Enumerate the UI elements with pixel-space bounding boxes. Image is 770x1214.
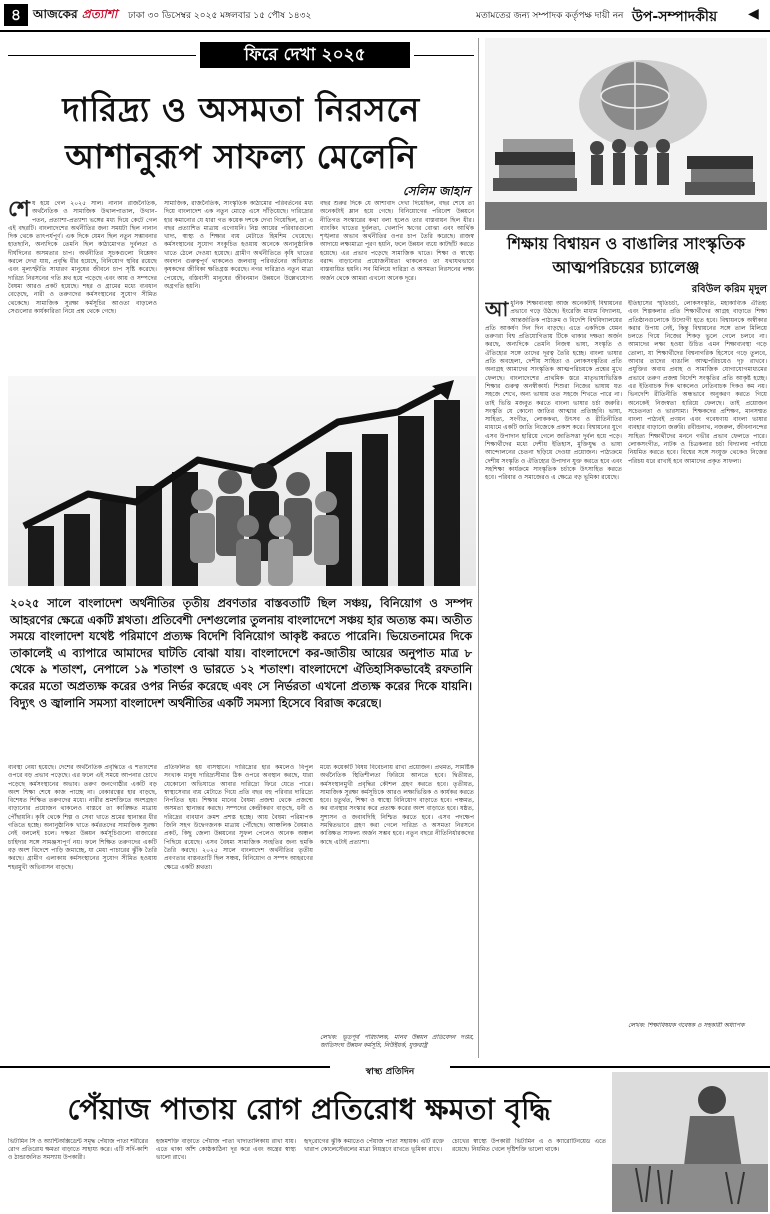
lead-author: সেলিম জাহান [402, 184, 470, 198]
kicker-rule-right [414, 55, 474, 56]
lead-column-3 [320, 200, 474, 372]
section-arrow-icon: ◀ [748, 6, 759, 22]
health-column-3: হৃদ্‌রোগের ঝুঁকি কমাতেও পেঁয়াজ পাতা সহায়ক। এটি রক্তে খারাপ কোলেস্টেরলের মাত্রা নিয়ন্ত্রণে রাখতে ভূমিকা রাখে। [304, 1138, 444, 1153]
lead-headline-line2: আশানুরূপ সাফল্য মেলেনি [65, 137, 417, 176]
lead-col1-text: ষ হয়ে গেল ২০২৫ সাল। নানান রাজনৈতিক, অর্থনৈতিক ও সামাজিক উথালপাতাল, উত্থান-পতন, প্রত্যাশা-প্রত্যাশা ভঙ্গের মধ্য দিয়ে কেটে গেল এই বছরটি। বাংলাদেশের অর্থনীতির জন্য সময়টা ছিল নানান দিক থেকে তাৎপর্যপূর্ণ। এক দিকে যেমন ছিল নতুন সম্ভাবনার হাতছানি, অন্যদিকে তেমনি ছিল কাঠামোগত দুর্বলতা ও দীর্ঘদিনের অসমতার চাপ। অর্থনীতির সূচকগুলো বিশ্লেষণ করলে দেখা যায়, প্রবৃদ্ধি ধীর হয়েছে, বিনিয়োগ স্থবির রয়েছে এবং মূল্যস্ফীতি সাধারণ মানুষের জীবনে চাপ সৃষ্টি করেছে। দারিদ্র্য নিরসনের গতি শ্লথ হয়ে পড়েছে এবং আয় ও সম্পদের বৈষম্য আরও প্রকট হয়েছে। শহর ও গ্রামের মধ্যে ব্যবধান বেড়েছে, নারী ও তরুণদের কর্মসংস্থানের সুযোগ সীমিত থেকেছে। সামাজিক সুরক্ষা কর্মসূচির আওতা বাড়লেও সেগুলোর কার্যকারিতা নিয়ে প্রশ্ন থেকে গেছে। [8, 200, 157, 315]
pull-quote: ২০২৫ সালে বাংলাদেশ অর্থনীতির তৃতীয় প্রবণতার বাস্তবতাটি ছিল সঞ্চয়, বিনিয়োগ ও সম্পদ আহরণের ক্ষেত্রে একটি শ্লথতা। প্রতিবেশী দেশগুলোর তুলনায় বাংলাদেশে সঞ্চয় হার অত্যন্ত কম। অতীত সময়ে বাংলাদেশ যথেষ্ট পরিমাণে প্রত্যক্ষ বিদেশি বিনিয়োগ আকৃষ্ট করতে পারেনি। ভিয়েতনামের দিকে তাকালেই এ ব্যাপারে আমাদের ঘাটতি বোঝা যায়। বাংলাদেশে কর-জাতীয় আয়ের অনুপাত মাত্র ৮ থেকে ৯ শতাংশ, নেপালে ১৯ শতাংশ ও ভারতে ১২ শতাংশ। বাংলাদেশে ঐতিহাসিকভাবেই রফতানি করের মতো অপ্রত্যক্ষ করের ওপর নির্ভর করেছে এবং সে নির্ভরতা এখনো প্রত্যক্ষ করের দিকে যায়নি। বিদ্যুৎ ও জ্বালানি সমস্যা বাংলাদেশ অর্থনীতির একটি সমস্যা হিসেবে বিরাজ করেছে। [10, 597, 472, 710]
health-headline[interactable]: পেঁয়াজ পাতায় রোগ প্রতিরোধ ক্ষমতা বৃদ্ধি [67, 1092, 551, 1126]
side-author-bio: লেখক: শিক্ষাবিষয়ক গবেষক ও সহকারী অধ্যাপক [628, 1022, 745, 1029]
bar-chart-art [8, 376, 476, 586]
lead-headline-line1: দারিদ্র্য ও অসমতা নিরসনে [62, 90, 420, 129]
side-author: রবিউল করিম মৃদুল [691, 284, 767, 295]
dateline: ঢাকা ৩০ ডিসেম্বর ২০২৫ মঙ্গলবার ১৫ পৌষ ১৪৩২ [128, 11, 312, 21]
lead-kicker: ফিরে দেখা ২০২৫ [200, 42, 410, 68]
side-headline[interactable] [485, 232, 767, 280]
lead-column-4 [8, 764, 157, 1052]
side-column-1 [485, 300, 622, 1038]
health-column-2: হজমশক্তি বাড়াতে পেঁয়াজ পাতা খাদ্যতালিকায় রাখা যায়। এতে থাকা আঁশ কোষ্ঠকাঠিন্য দূর করে এবং অন্ত্রের স্বাস্থ্য ভালো রাখে। [156, 1138, 296, 1161]
disclaimer: মতামতের জন্য সম্পাদক কর্তৃপক্ষ দায়ী নন [476, 11, 624, 21]
lead-column-1 [8, 200, 157, 372]
lead-col5-text: প্রতিফলিত হয় বাসস্থানে। দারিদ্র্যের হার কমলেও বিপুল সংখ্যক মানুষ দারিদ্র্যসীমার ঠিক ওপরে অবস্থান করছে, যারা যেকোনো অভিঘাতে আবার দারিদ্র্যে ফিরে যেতে পারে। স্বাস্থ্যসেবার ব্যয় মেটাতে গিয়ে প্রতি বছর বহু পরিবার দারিদ্র্যে নিপতিত হয়। শিক্ষার মানের বৈষম্য প্রজন্ম থেকে প্রজন্মে অসমতা স্থানান্তর করছে। সম্পদের কেন্দ্রীকরণ বাড়ছে, ধনী ও দরিদ্রের ব্যবধান ক্রমশ প্রশস্ত হচ্ছে। আয় বৈষম্য পরিমাপক জিনি সহগ উদ্বেগজনক মাত্রায় পৌঁছেছে। আঞ্চলিক বৈষম্যও প্রকট, কিছু জেলা উন্নয়নের সুফল পেলেও অনেক অঞ্চল পিছিয়ে রয়েছে। এসব বৈষম্য সামাজিক সংহতির জন্য হুমকি তৈরি করছে। ২০২৫ সালে বাংলাদেশ অর্থনীতির তৃতীয় প্রবণতার বাস্তবতাটি ছিল সঞ্চয়, বিনিয়োগ ও সম্পদ আহরণের ক্ষেত্রে একটি শ্লথতা। [164, 764, 313, 871]
lead-author-bio: লেখক: ভূতপূর্ব পরিচালক, মানব উন্নয়ন প্রতিবেদন দপ্তর, জাতিসংঘ উন্নয়ন কর্মসূচি, নিউইয়র্ক, যুক্তরাষ্ট্র [320, 1034, 474, 1050]
lead-col4-text: ব্যবস্থা নেয়া হয়েছে। দেশের অর্থনৈতিক প্রবৃদ্ধিতে এ শতাংশের ওপরে বড় প্রভাব পড়েছে। এর ফলে এই সময়ে আপনার চোখে পড়েছে কর্মসংস্থানের অভাব। তরুণ জনগোষ্ঠীর একটি বড় অংশ শিক্ষা শেষে কাজ পাচ্ছে না। বেকারত্বের হার বাড়ছে, বিশেষত শিক্ষিত তরুণদের মধ্যে। নারীর শ্রমশক্তিতে অংশগ্রহণ বাড়ানোর প্রয়োজন থাকলেও বাস্তবে তা কাঙ্ক্ষিত মাত্রায় পৌঁছায়নি। কৃষি থেকে শিল্প ও সেবা খাতে শ্রমের স্থানান্তর ধীর গতিতে হচ্ছে। অনানুষ্ঠানিক খাতে কর্মরতদের সামাজিক সুরক্ষা নেই বললেই চলে। দক্ষতা উন্নয়ন কর্মসূচিগুলো বাজারের চাহিদার সঙ্গে সামঞ্জস্যপূর্ণ নয়। ফলে শিক্ষিত তরুণদের একটি বড় অংশ বিদেশে পাড়ি জমাচ্ছে, যা মেধা পাচারের ঝুঁকি তৈরি করছে। গ্রামীণ এলাকায় কর্মসংস্থানের সুযোগ সীমিত হওয়ায় শহরমুখী অভিবাসন বাড়ছে। [8, 764, 157, 871]
growth-illustration [8, 376, 476, 586]
lead-col2-text: সামাজিক, রাজনৈতিক, সাংস্কৃতিক কাঠামোর পরিবর্তনের মধ্য দিয়ে বাংলাদেশ এক নতুন মোড়ে এসে দাঁড়িয়েছে। দারিদ্র্যের হার কমানোর যে ধারা গত কয়েক দশকে দেখা গিয়েছিল, তা এ বছর প্রত্যাশিত মাত্রায় এগোয়নি। নিম্ন আয়ের পরিবারগুলো খাদ্য, স্বাস্থ্য ও শিক্ষার ব্যয় মেটাতে হিমশিম খেয়েছে। কর্মসংস্থানের সুযোগ সংকুচিত হওয়ায় অনেকে অনানুষ্ঠানিক খাতে ঠেলে দেওয়া হয়েছে। গ্রামীণ অর্থনীতিতে কৃষি খাতের অবদান গুরুত্বপূর্ণ থাকলেও জলবায়ু পরিবর্তনের অভিঘাত কৃষকদের জীবিকা ক্ষতিগ্রস্ত করেছে। নগর দারিদ্র্যও নতুন মাত্রা পেয়েছে, বস্তিবাসী মানুষের জীবনমান উন্নয়নে উল্লেখযোগ্য অগ্রগতি হয়নি। [164, 200, 313, 290]
paper-logo[interactable] [33, 6, 117, 26]
side-col2-text: ইতিহাসের স্মৃতিচর্চা, লোকসংস্কৃতি, মহাকাব্যিক ঐতিহ্য এবং শিল্পকলার প্রতি শিক্ষার্থীদের আগ্রহ বাড়াতে শিক্ষা প্রতিষ্ঠানগুলোকে উদ্যোগী হতে হবে। বিশ্বায়নকে অস্বীকার করার উপায় নেই, কিন্তু বিশ্বায়নের সঙ্গে তাল মিলিয়ে চলতে গিয়ে নিজের শিকড় ভুলে গেলে চলবে না। আমাদের লক্ষ্য হওয়া উচিত এমন শিক্ষাব্যবস্থা গড়ে তোলা, যা শিক্ষার্থীদের বিশ্বনাগরিক হিসেবে গড়ে তুলবে, আবার তাদের বাঙালি আত্মপরিচয়েও দৃঢ় রাখবে। প্রযুক্তির অবাধ প্রবাহ ও সামাজিক যোগাযোগমাধ্যমের প্রভাবে তরুণ প্রজন্ম বিদেশি সংস্কৃতির প্রতি আকৃষ্ট হচ্ছে। এর ইতিবাচক দিক থাকলেও নেতিবাচক দিকও কম নয়। ভিনদেশি রীতিনীতি অন্ধভাবে অনুকরণ করতে গিয়ে অনেকেই নিজস্বতা হারিয়ে ফেলছে। তাই প্রয়োজন সচেতনতা ও ভারসাম্য। শিক্ষকদের প্রশিক্ষণ, মানসম্মত বাংলা পাঠ্যবই প্রণয়ন এবং গবেষণায় বাংলা ভাষার ব্যবহার বাড়ানো জরুরি। রবীন্দ্রনাথ, নজরুল, জীবনানন্দের সাহিত্য শিক্ষার্থীদের মননে গভীর প্রভাব ফেলতে পারে। লোকসংগীত, নাটক ও চিত্রকলার চর্চা বিদ্যালয় পর্যায়ে নিয়মিত করতে হবে। বিশ্বের সঙ্গে সংযুক্ত থেকেও নিজের পরিচয় ধরে রাখাই হবে আমাদের প্রকৃত সাফল্য। [628, 300, 767, 465]
lead-dropcap: শে [8, 200, 30, 222]
lead-col6-text: মধ্যে কয়েকটি বিষয় বিবেচনায় রাখা প্রয়োজন। প্রথমত, সামষ্টিক অর্থনৈতিক স্থিতিশীলতা ফিরিয়ে আনতে হবে। দ্বিতীয়ত, কর্মসংস্থানমুখী প্রবৃদ্ধির কৌশল গ্রহণ করতে হবে। তৃতীয়ত, সামাজিক সুরক্ষা কর্মসূচিকে আরও লক্ষ্যভিত্তিক ও কার্যকর করতে হবে। চতুর্থত, শিক্ষা ও স্বাস্থ্যে বিনিয়োগ বাড়াতে হবে। পঞ্চমত, কর ব্যবস্থার সংস্কার করে প্রত্যক্ষ করের অংশ বাড়াতে হবে। ষষ্ঠত, সুশাসন ও জবাবদিহি নিশ্চিত করতে হবে। এসব পদক্ষেপ সমন্বিতভাবে গ্রহণ করা গেলে দারিদ্র্য ও অসমতা নিরসনে কাঙ্ক্ষিত সাফল্য অর্জন সম্ভব হবে। নতুন বছরে নীতিনির্ধারকদের কাছে এটাই প্রত্যাশা। [320, 764, 474, 846]
brand-part2: প্রত্যাশা [81, 7, 118, 21]
side-headline-line1: শিক্ষায় বিশ্বায়ন ও বাঙালির সাংস্কৃতিক [507, 234, 745, 253]
health-column-4: চোখের স্বাস্থ্যে উপকারী ভিটামিন এ ও ক্যারোটিনয়েড এতে রয়েছে। নিয়মিত খেলে দৃষ্টিশক্তি ভালো থাকে। [452, 1138, 606, 1153]
lead-column-5 [164, 764, 313, 1052]
brand-part1: আজকের [33, 7, 78, 21]
health-section-label: স্বাস্থ্য প্রতিদিন [330, 1064, 450, 1079]
masthead [0, 0, 770, 32]
health-column-1: ভিটামিন সি ও অ্যান্টিঅক্সিডেন্ট সমৃদ্ধ পেঁয়াজ পাতা শরীরের রোগ প্রতিরোধ ক্ষমতা বাড়াতে সাহায্য করে। এটি সর্দি-কাশি ও ঠান্ডাজনিত সমস্যায় উপকারী। [8, 1138, 148, 1161]
education-photo [485, 38, 767, 230]
lead-column-2 [164, 200, 313, 372]
people-crowd-icon [190, 463, 339, 586]
kicker-rule-left [8, 55, 196, 56]
side-column-2 [628, 300, 767, 1018]
page-number: ৪ [4, 4, 28, 26]
lead-headline[interactable] [8, 86, 474, 180]
side-dropcap: আ [485, 300, 509, 321]
side-col1-text: ধুনিক শিক্ষাব্যবস্থা আজ অনেকটাই বিশ্বায়নের প্রভাবে গড়ে উঠছে। ইংরেজি মাধ্যম বিদ্যালয়, আন্তর্জাতিক পাঠ্যক্রম ও বিদেশি বিশ্ববিদ্যালয়ের প্রতি আকর্ষণ দিন দিন বাড়ছে। এতে একদিকে যেমন তরুণরা বিশ্ব প্রতিযোগিতায় টিকে থাকার দক্ষতা অর্জন করছে, অন্যদিকে তেমনি নিজস্ব ভাষা, সংস্কৃতি ও ঐতিহ্যের সঙ্গে তাদের দূরত্ব তৈরি হচ্ছে। বাংলা ভাষার প্রতি অবহেলা, দেশীয় সাহিত্য ও লোকসংস্কৃতির প্রতি অনাগ্রহ আমাদের সাংস্কৃতিক আত্মপরিচয়কে প্রশ্নের মুখে ফেলছে। বাংলাদেশের প্রাথমিক স্তরে মাতৃভাষাভিত্তিক শিক্ষার গুরুত্ব অনস্বীকার্য। শিশুরা নিজের ভাষায় যত সহজে শেখে, অন্য ভাষায় তত সহজে শিখতে পারে না। তাই ভিত্তি মজবুত করতে বাংলা ভাষার চর্চা জরুরি। সংস্কৃতি যে কোনো জাতির আত্মার প্রতিচ্ছবি। ভাষা, সাহিত্য, সংগীত, লোককথা, উৎসব ও রীতিনীতির মাধ্যমে একটি জাতি নিজেকে প্রকাশ করে। বিশ্বায়নের যুগে এসব উপাদান হারিয়ে গেলে জাতিসত্তা দুর্বল হয়ে পড়ে। শিক্ষার্থীদের মধ্যে দেশীয় ইতিহাস, মুক্তিযুদ্ধ ও ভাষা আন্দোলনের চেতনা ছড়িয়ে দেওয়া প্রয়োজন। পাঠ্যক্রমে দেশীয় সংস্কৃতি ও ঐতিহ্যের উপাদান যুক্ত করতে হবে এবং সহশিক্ষা কার্যক্রমে সাংস্কৃতিক চর্চাকে উৎসাহিত করতে হবে। পরিবার ও সমাজেরও এ ক্ষেত্রে বড় ভূমিকা রয়েছে। [485, 300, 622, 482]
side-headline-line2: আত্মপরিচয়ের চ্যালেঞ্জ [552, 258, 700, 277]
lead-column-6 [320, 764, 474, 1032]
lead-col3-text: বছর শুরুর দিকে যে আশাবাদ দেখা দিয়েছিল, বছর শেষে তা অনেকটাই ম্লান হয়ে গেছে। বিনিয়োগের পরিবেশ উন্নয়নে নীতিগত সংস্কারের কথা বলা হলেও তার বাস্তবায়ন ছিল ধীর। ব্যাংকিং খাতের দুর্বলতা, খেলাপি ঋণের বোঝা এবং আর্থিক শৃঙ্খলার অভাব অর্থনীতির ওপর চাপ তৈরি করেছে। রাজস্ব আদায়ে লক্ষ্যমাত্রা পূরণ হয়নি, ফলে উন্নয়ন ব্যয়ে কাটছাঁট করতে হয়েছে। এর প্রভাব পড়েছে সামাজিক খাতে। শিক্ষা ও স্বাস্থ্যে বরাদ্দ বাড়ানোর প্রয়োজনীয়তা থাকলেও তা যথাযথভাবে বাস্তবায়িত হয়নি। সব মিলিয়ে দারিদ্র্য ও অসমতা নিরসনের লক্ষ্য অর্জন থেকে আমরা এখনো অনেক দূরে। [320, 200, 474, 282]
globe-icon [601, 62, 669, 130]
column-divider [478, 38, 479, 1058]
farmer-photo-icon [612, 1072, 768, 1212]
section-title: উপ-সম্পাদকীয় [632, 9, 718, 25]
